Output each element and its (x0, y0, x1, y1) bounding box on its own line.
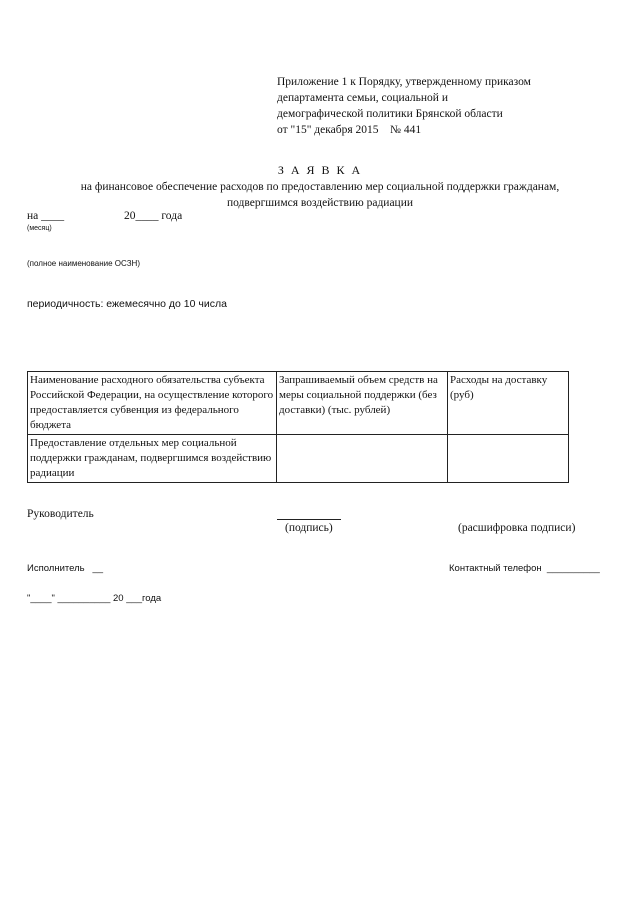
signature-line (277, 519, 341, 520)
date-line: "____" __________ 20 ___года (27, 593, 162, 604)
head-label: Руководитель (27, 508, 94, 520)
table-cell (277, 435, 448, 483)
signature-hint: (подпись) (285, 522, 333, 534)
appendix-line-1: Приложение 1 к Порядку, утвержденному приказом (277, 76, 531, 88)
table-header-row (28, 372, 569, 435)
request-table (27, 371, 569, 483)
ozsn-hint: (полное наименование ОСЗН) (27, 259, 140, 268)
period-month-field: на ____ (27, 210, 65, 222)
table-header-cell: Расходы на доставку (руб) (448, 372, 569, 435)
decode-hint: (расшифровка подписи) (458, 522, 576, 534)
executor-label: Исполнитель __ (27, 563, 104, 574)
table-cell (448, 435, 569, 483)
period-year-field: 20____ года (124, 210, 183, 222)
appendix-line-3: демографической политики Брянской области (277, 108, 503, 120)
phone-label: Контактный телефон __________ (449, 563, 600, 574)
periodicity-text: периодичность: ежемесячно до 10 числа (27, 298, 227, 310)
appendix-block (277, 74, 531, 138)
document-subtitle: на финансовое обеспечение расходов по предоставлению мер социальной поддержки гражданам, подвергшимся воздействию радиации (80, 181, 560, 209)
document-title: З А Я В К А (277, 163, 363, 177)
table-header-cell: Наименование расходного обязательства субъекта Российской Федерации, на осуществление которого предоставляется субвенция из федерального бюджета (28, 372, 277, 435)
month-hint: (месяц) (27, 225, 52, 232)
table-cell: Предоставление отдельных мер социальной поддержки гражданам, подвергшимся воздействию радиации (28, 435, 277, 483)
appendix-line-4: от "15" декабря 2015 № 441 (277, 124, 422, 136)
table-header-cell: Запрашиваемый объем средств на меры социальной поддержки (без доставки) (тыс. рублей) (277, 372, 448, 435)
appendix-line-2: департамента семьи, социальной и (277, 92, 448, 104)
table-row (28, 435, 569, 483)
